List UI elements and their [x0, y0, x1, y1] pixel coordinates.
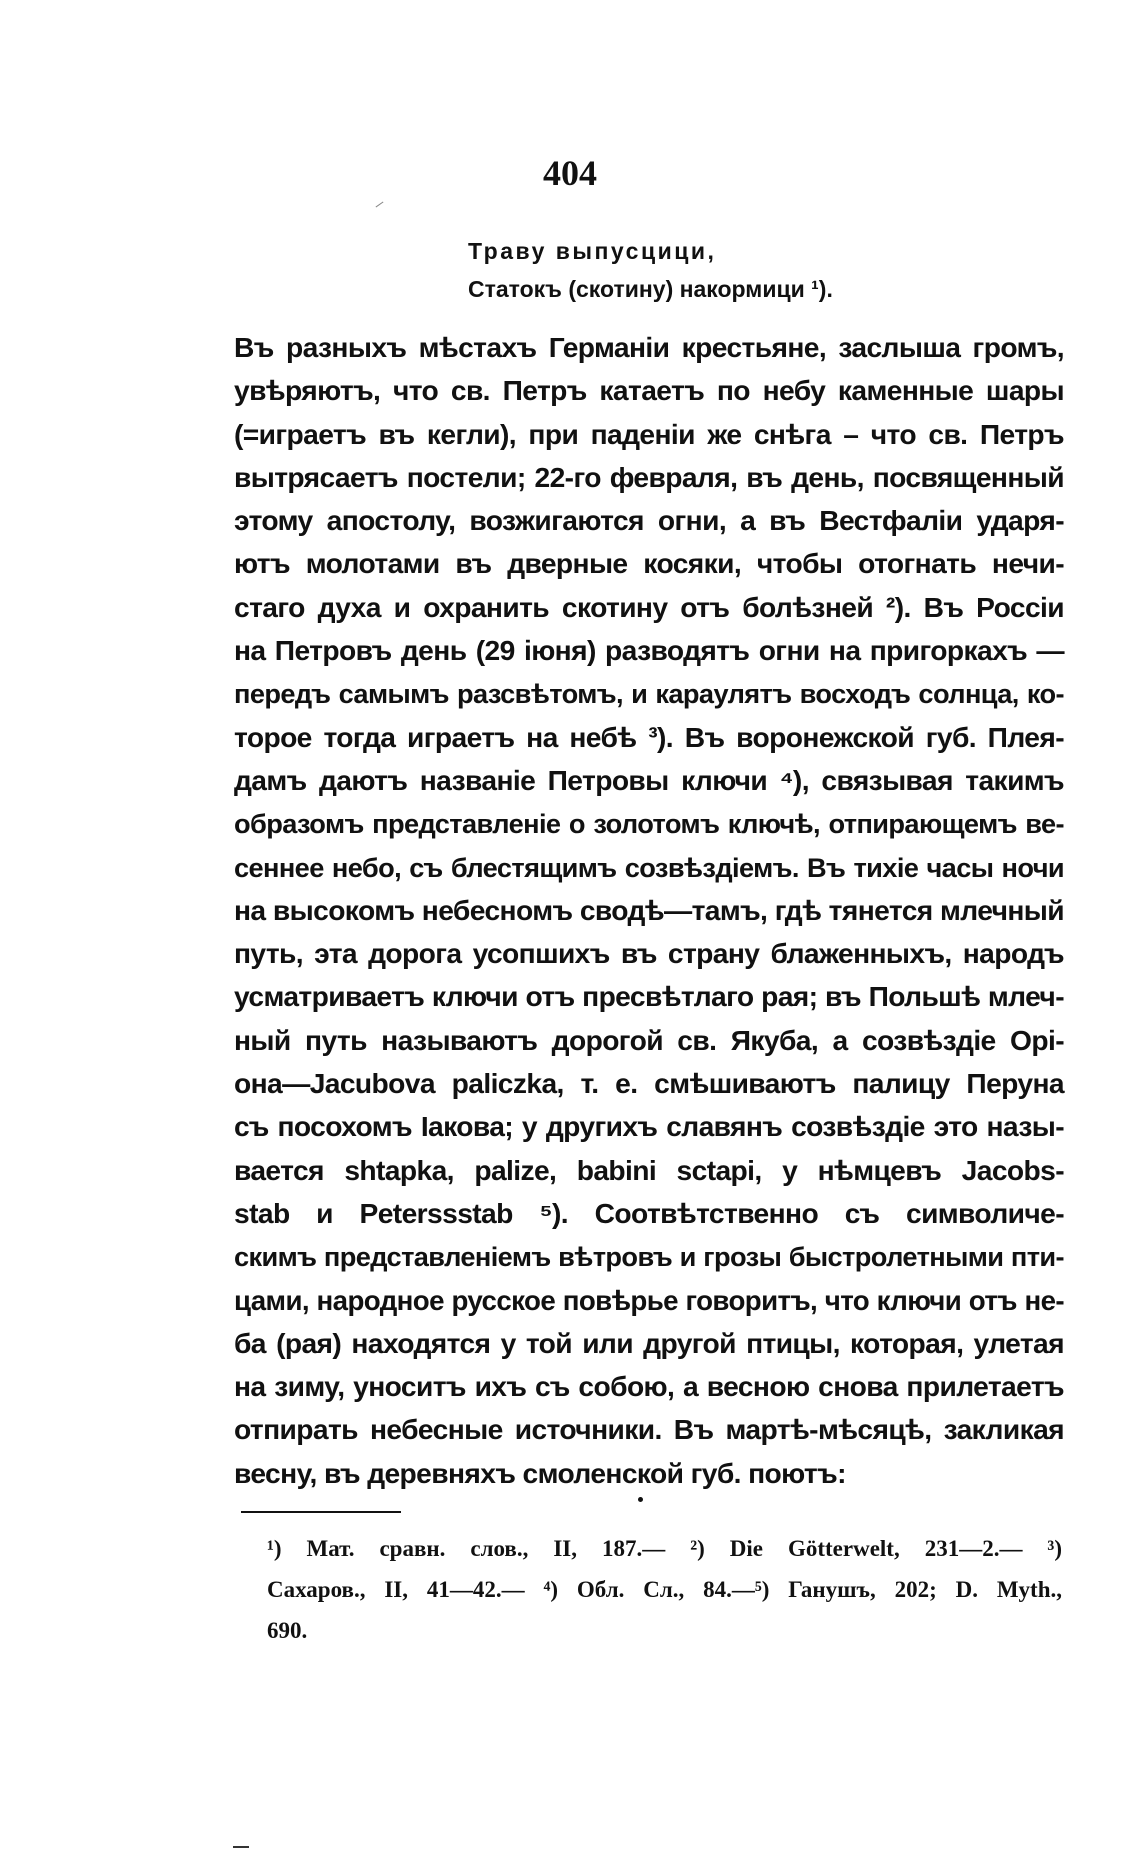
footnote-line: Сахаров., II, 41—42.— ⁴) Обл. Сл., 84.—⁵) Ганушъ, 202; D. Myth.,: [267, 1577, 1062, 1602]
footnote-line: 690.: [267, 1618, 308, 1643]
footnote-line: ¹) Мат. сравн. слов., II, 187.— ²) Die Götterwelt, 231—2.— ³): [267, 1536, 1062, 1561]
text-line: на высокомъ небесномъ сводѣ—тамъ, гдѣ тянется млечный: [234, 893, 1064, 926]
separator-dot: [638, 1497, 643, 1502]
text-line: съ посохомъ Іакова; у другихъ славянъ созвѣздіе это назы-: [234, 1110, 1064, 1143]
text-line: увѣряютъ, что св. Петръ катаетъ по небу каменные шары: [234, 374, 1064, 407]
text-line: сеннее небо, съ блестящимъ созвѣздіемъ. Въ тихіе часы ночи: [234, 851, 1064, 883]
text-line: торое тогда играетъ на небѣ ³). Въ воронежской губ. Плея-: [234, 720, 1064, 753]
text-line: стаго духа и охранить скотину отъ болѣзней ²). Въ Россіи: [234, 590, 1064, 623]
text-line: на зиму, уноситъ ихъ съ собою, а весною снова прилетаетъ: [234, 1370, 1064, 1403]
text-line: ба (рая) находятся у той или другой птицы, которая, улетая: [234, 1326, 1064, 1359]
text-line: передъ самымъ разсвѣтомъ, и караулятъ восходъ солнца, ко-: [234, 678, 1064, 710]
page-number: 404: [543, 153, 597, 193]
text-line: скимъ представленіемъ вѣтровъ и грозы быстролетными пти-: [234, 1241, 1064, 1273]
text-line: ный путь называютъ дорогой св. Якуба, а созвѣздіе Орі-: [234, 1023, 1064, 1056]
text-line: отпирать небесные источники. Въ мартѣ-мѣсяцѣ, закликая: [234, 1413, 1064, 1446]
text-line: Въ разныхъ мѣстахъ Германіи крестьяне, заслыша громъ,: [234, 331, 1064, 363]
text-line: ютъ молотами въ дверные косяки, чтобы отогнать нечи-: [234, 547, 1064, 580]
text-line: stab и Peterssstab ⁵). Соотвѣтственно съ символиче-: [234, 1196, 1064, 1229]
text-line: дамъ даютъ названіе Петровы ключи ⁴), связывая такимъ: [234, 763, 1064, 796]
text-line: путь, эта дорога усопшихъ въ страну блаженныхъ, народъ: [234, 937, 1064, 970]
footnotes: [267, 1528, 1062, 1651]
main-paragraph: [234, 326, 1064, 1495]
text-line: она—Jacubova paliczka, т. е. смѣшиваютъ палицу Перуна: [234, 1067, 1064, 1100]
text-line: усматриваетъ ключи отъ пресвѣтлаго рая; въ Польшѣ млеч-: [234, 980, 1064, 1013]
text-line: цами, народное русское повѣрье говоритъ, что ключи отъ не-: [234, 1284, 1064, 1316]
verse-line: Статокъ (скотину) накормици ¹).: [468, 276, 833, 302]
footnote-divider: [241, 1511, 401, 1513]
text-line: вытрясаетъ постели; 22-го февраля, въ день, посвященный: [234, 460, 1064, 493]
text-line: весну, въ деревняхъ смоленской губ. поютъ:: [234, 1456, 846, 1489]
text-line: (=играетъ въ кегли), при паденіи же снѣга – что св. Петръ: [234, 417, 1064, 450]
corner-mark: [233, 1846, 249, 1848]
verse-line: Траву выпусцици,: [468, 238, 717, 264]
text-line: вается shtapka, palize, babini sctapi, у нѣмцевъ Jacobs-: [234, 1153, 1064, 1186]
stray-mark: [376, 202, 384, 208]
verse-block: [468, 232, 1028, 308]
text-line: на Петровъ день (29 іюня) разводятъ огни на пригоркахъ —: [234, 634, 1064, 667]
text-line: образомъ представленіе о золотомъ ключѣ, отпирающемъ ве-: [234, 808, 1064, 840]
text-line: этому апостолу, возжигаются огни, а въ Вестфаліи ударя-: [234, 504, 1064, 537]
